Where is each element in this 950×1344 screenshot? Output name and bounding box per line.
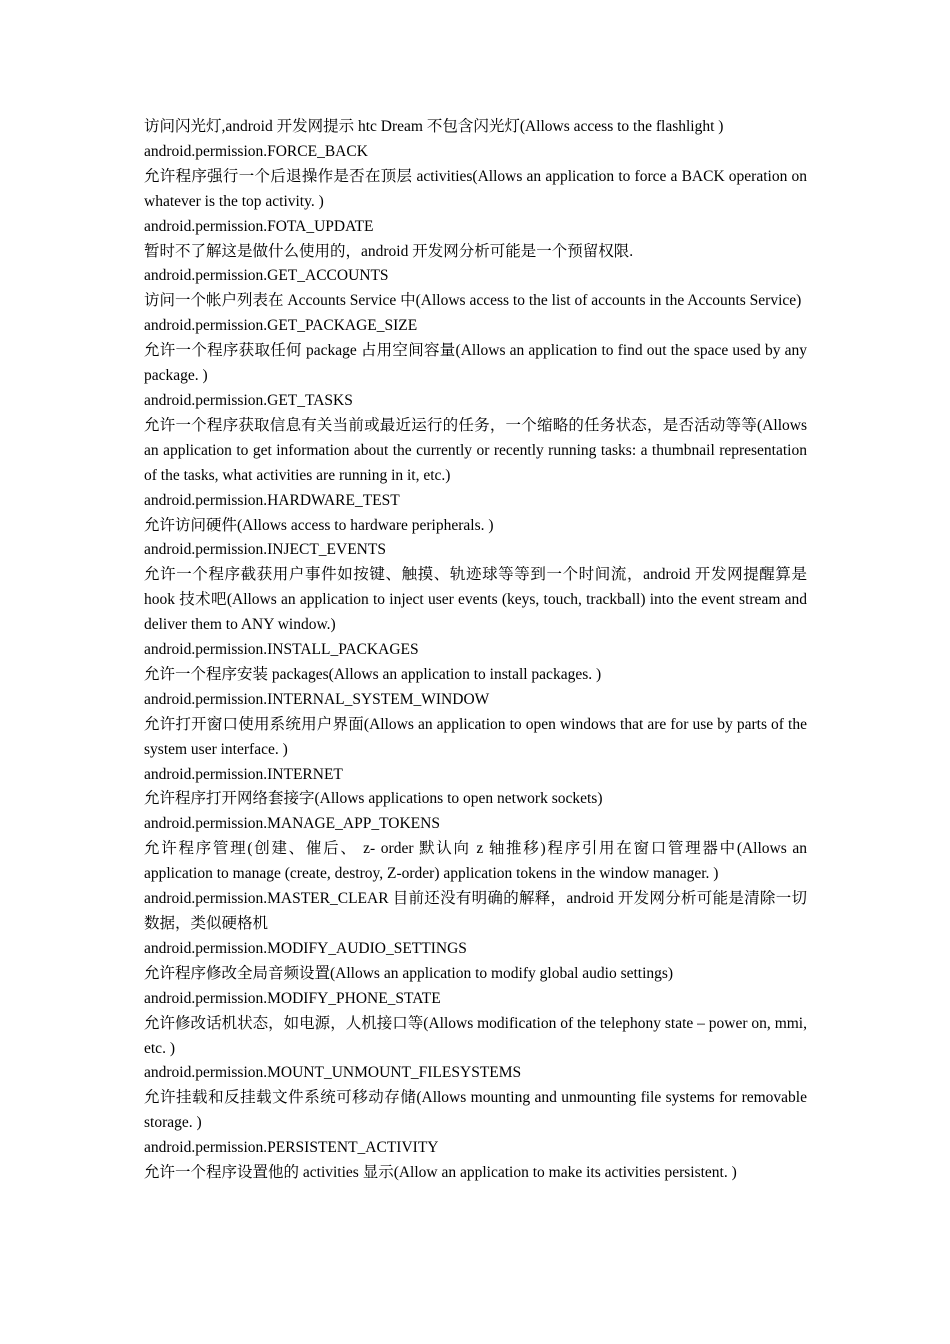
get-tasks-description: 允许一个程序获取信息有关当前或最近运行的任务，一个缩略的任务状态，是否活动等等(Allows an application to get information about the currently or recently running tasks: a thumbnail representation of the tasks, what activities are running in it, etc.) <box>144 416 807 484</box>
install-packages-description: 允许一个程序安装 packages(Allows an application to install packages. ) <box>144 665 602 683</box>
permission-force-back: android.permission.FORCE_BACK <box>144 142 368 160</box>
permission-manage-app-tokens: android.permission.MANAGE_APP_TOKENS <box>144 815 440 833</box>
modify-audio-settings-description: 允许程序修改全局音频设置(Allows an application to modify global audio settings) <box>144 964 674 982</box>
permission-persistent-activity: android.permission.PERSISTENT_ACTIVITY <box>144 1139 439 1157</box>
permission-fota-update: android.permission.FOTA_UPDATE <box>144 217 374 235</box>
get-accounts-description: 访问一个帐户列表在 Accounts Service 中(Allows access to the list of accounts in the Accounts Service) <box>144 292 802 310</box>
hardware-test-description: 允许访问硬件(Allows access to hardware peripherals. ) <box>144 516 494 534</box>
modify-phone-state-description: 允许修改话机状态，如电源，人机接口等(Allows modification of the telephony state – power on, mmi, etc. ) <box>144 1014 807 1057</box>
permission-inject-events: android.permission.INJECT_EVENTS <box>144 541 386 559</box>
permission-internet: android.permission.INTERNET <box>144 765 343 783</box>
internet-description: 允许程序打开网络套接字(Allows applications to open network sockets) <box>144 790 603 808</box>
permission-get-accounts: android.permission.GET_ACCOUNTS <box>144 267 389 285</box>
permission-hardware-test: android.permission.HARDWARE_TEST <box>144 491 400 509</box>
permission-install-packages: android.permission.INSTALL_PACKAGES <box>144 641 419 659</box>
mount-unmount-filesystems-description: 允许挂载和反挂载文件系统可移动存储(Allows mounting and unmounting file systems for removable storage. ) <box>144 1089 807 1132</box>
fota-update-description: 暂时不了解这是做什么使用的，android 开发网分析可能是一个预留权限. <box>144 242 634 260</box>
permission-mount-unmount-filesystems: android.permission.MOUNT_UNMOUNT_FILESYSTEMS <box>144 1064 522 1082</box>
internal-system-window-description: 允许打开窗口使用系统用户界面(Allows an application to open windows that are for use by parts of the system user interface. ) <box>144 715 807 758</box>
permission-get-tasks: android.permission.GET_TASKS <box>144 391 353 409</box>
force-back-description: 允许程序强行一个后退操作是否在顶层 activities(Allows an application to force a BACK operation on whatever is the top activity. ) <box>144 167 807 210</box>
inject-events-description: 允许一个程序截获用户事件如按键、触摸、轨迹球等等到一个时间流，android 开发网提醒算是 hook 技术吧(Allows an application to inject user events (keys, touch, trackball) into the event stream and deliver them to ANY window.) <box>144 566 807 634</box>
permission-get-package-size: android.permission.GET_PACKAGE_SIZE <box>144 317 418 335</box>
permission-modify-audio-settings: android.permission.MODIFY_AUDIO_SETTINGS <box>144 939 467 957</box>
permission-master-clear: android.permission.MASTER_CLEAR 目前还没有明确的解释，android 开发网分析可能是清除一切数据，类似硬格机 <box>144 890 807 932</box>
flashlight-description: 访问闪光灯,android 开发网提示 htc Dream 不包含闪光灯(Allows access to the flashlight ) <box>144 118 724 135</box>
permission-modify-phone-state: android.permission.MODIFY_PHONE_STATE <box>144 989 441 1007</box>
permission-internal-system-window: android.permission.INTERNAL_SYSTEM_WINDOW <box>144 690 490 708</box>
get-package-size-description: 允许一个程序获取任何 package 占用空间容量(Allows an application to find out the space used by any package. ) <box>144 342 807 385</box>
document-body <box>144 115 807 1186</box>
persistent-activity-description: 允许一个程序设置他的 activities 显示(Allow an application to make its activities persistent. ) <box>144 1164 737 1182</box>
manage-app-tokens-description: 允许程序管理(创建、催后、 z- order 默认向 z 轴推移)程序引用在窗口管理器中(Allows an application to manage (create, destroy, Z-order) application tokens in the window manager. ) <box>144 840 807 883</box>
